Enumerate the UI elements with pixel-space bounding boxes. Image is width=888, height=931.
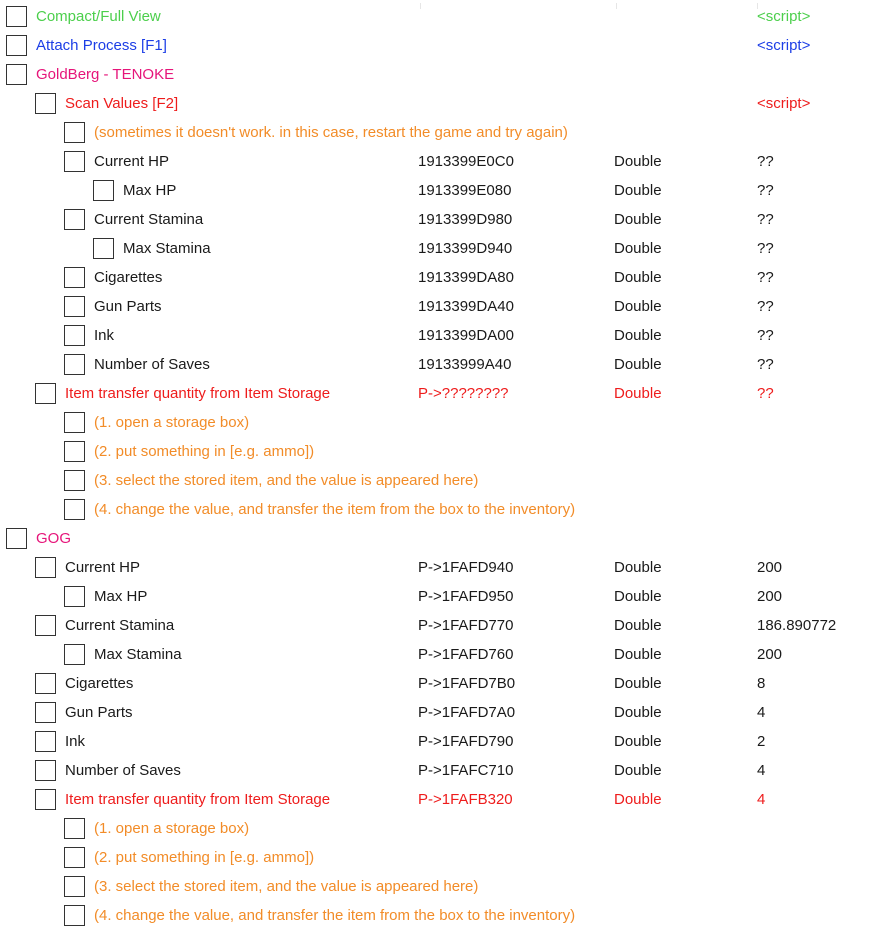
- entry-address[interactable]: 1913399E080: [418, 182, 512, 199]
- activate-checkbox[interactable]: [35, 383, 56, 404]
- entry-type[interactable]: Double: [614, 153, 662, 170]
- entry-value[interactable]: 200: [757, 559, 783, 576]
- activate-checkbox[interactable]: [6, 35, 27, 56]
- table-row[interactable]: [0, 728, 888, 757]
- activate-checkbox[interactable]: [64, 905, 85, 926]
- entry-description[interactable]: Max Stamina: [94, 646, 182, 663]
- activate-checkbox[interactable]: [64, 267, 85, 288]
- entry-description[interactable]: Attach Process [F1]: [36, 37, 167, 54]
- table-row[interactable]: [0, 873, 888, 902]
- activate-checkbox[interactable]: [35, 789, 56, 810]
- entry-value[interactable]: 200: [757, 646, 783, 663]
- entry-type[interactable]: Double: [614, 791, 662, 808]
- table-row[interactable]: [0, 235, 888, 264]
- activate-checkbox[interactable]: [64, 325, 85, 346]
- entry-value[interactable]: ??: [757, 298, 774, 315]
- entry-address[interactable]: P->1FAFD790: [418, 733, 514, 750]
- entry-description[interactable]: Ink: [94, 327, 115, 344]
- entry-value[interactable]: ??: [757, 240, 774, 257]
- entry-value[interactable]: ??: [757, 356, 774, 373]
- activate-checkbox[interactable]: [64, 441, 85, 462]
- entry-description[interactable]: Max HP: [94, 588, 148, 605]
- entry-type[interactable]: Double: [614, 269, 662, 286]
- entry-value[interactable]: <script>: [757, 37, 811, 54]
- entry-type[interactable]: Double: [614, 704, 662, 721]
- entry-address[interactable]: P->????????: [418, 385, 509, 402]
- entry-type[interactable]: Double: [614, 588, 662, 605]
- table-row[interactable]: [0, 264, 888, 293]
- table-row[interactable]: [0, 351, 888, 380]
- entry-value[interactable]: ??: [757, 211, 774, 228]
- activate-checkbox[interactable]: [6, 528, 27, 549]
- activate-checkbox[interactable]: [64, 644, 85, 665]
- table-row[interactable]: [0, 119, 888, 148]
- entry-address[interactable]: 19133999A40: [418, 356, 512, 373]
- activate-checkbox[interactable]: [64, 209, 85, 230]
- entry-value[interactable]: ??: [757, 327, 774, 344]
- entry-address[interactable]: P->1FAFB320: [418, 791, 513, 808]
- entry-value[interactable]: ??: [757, 269, 774, 286]
- activate-checkbox[interactable]: [64, 499, 85, 520]
- entry-value[interactable]: 4: [757, 762, 766, 779]
- table-row[interactable]: [0, 206, 888, 235]
- entry-address[interactable]: 1913399DA00: [418, 327, 514, 344]
- entry-value[interactable]: 4: [757, 791, 766, 808]
- entry-type[interactable]: Double: [614, 675, 662, 692]
- entry-type[interactable]: Double: [614, 617, 662, 634]
- entry-description[interactable]: Gun Parts: [65, 704, 133, 721]
- table-row[interactable]: [0, 844, 888, 873]
- table-row[interactable]: [0, 815, 888, 844]
- table-row[interactable]: [0, 670, 888, 699]
- table-row[interactable]: [0, 641, 888, 670]
- activate-checkbox[interactable]: [64, 818, 85, 839]
- activate-checkbox[interactable]: [64, 296, 85, 317]
- entry-address[interactable]: P->1FAFD950: [418, 588, 514, 605]
- entry-description[interactable]: Current Stamina: [65, 617, 175, 634]
- entry-description[interactable]: Cigarettes: [94, 269, 163, 286]
- entry-description[interactable]: (sometimes it doesn't work. in this case, restart the game and try again): [94, 124, 568, 141]
- entry-value[interactable]: 200: [757, 588, 783, 605]
- table-row[interactable]: [0, 322, 888, 351]
- entry-description[interactable]: Current HP: [65, 559, 141, 576]
- activate-checkbox[interactable]: [64, 151, 85, 172]
- entry-type[interactable]: Double: [614, 733, 662, 750]
- activate-checkbox[interactable]: [35, 702, 56, 723]
- entry-description[interactable]: GoldBerg - TENOKE: [36, 66, 175, 83]
- activate-checkbox[interactable]: [35, 615, 56, 636]
- activate-checkbox[interactable]: [64, 354, 85, 375]
- table-row[interactable]: [0, 467, 888, 496]
- table-row[interactable]: [0, 90, 888, 119]
- entry-value[interactable]: 8: [757, 675, 766, 692]
- entry-address[interactable]: P->1FAFD7A0: [418, 704, 516, 721]
- entry-description[interactable]: (4. change the value, and transfer the item from the box to the inventory): [94, 501, 576, 518]
- entry-address[interactable]: 1913399E0C0: [418, 153, 514, 170]
- entry-type[interactable]: Double: [614, 385, 662, 402]
- table-row[interactable]: [0, 612, 888, 641]
- activate-checkbox[interactable]: [64, 412, 85, 433]
- entry-value[interactable]: 4: [757, 704, 766, 721]
- table-row[interactable]: [0, 583, 888, 612]
- entry-description[interactable]: (3. select the stored item, and the value is appeared here): [94, 472, 479, 489]
- cheat-table: [0, 3, 888, 931]
- entry-description[interactable]: Item transfer quantity from Item Storage: [65, 791, 331, 808]
- entry-description[interactable]: (3. select the stored item, and the value is appeared here): [94, 878, 479, 895]
- activate-checkbox[interactable]: [64, 122, 85, 143]
- entry-address[interactable]: 1913399D980: [418, 211, 513, 228]
- entry-value[interactable]: 2: [757, 733, 766, 750]
- activate-checkbox[interactable]: [64, 470, 85, 491]
- entry-description[interactable]: GOG: [36, 530, 72, 547]
- entry-description[interactable]: Compact/Full View: [36, 8, 161, 25]
- table-row[interactable]: [0, 757, 888, 786]
- activate-checkbox[interactable]: [93, 180, 114, 201]
- table-row[interactable]: [0, 525, 888, 554]
- entry-description[interactable]: Current Stamina: [94, 211, 204, 228]
- entry-value[interactable]: ??: [757, 153, 774, 170]
- entry-type[interactable]: Double: [614, 646, 662, 663]
- entry-address[interactable]: 1913399D940: [418, 240, 513, 257]
- entry-description[interactable]: Max HP: [123, 182, 177, 199]
- entry-type[interactable]: Double: [614, 211, 662, 228]
- table-row[interactable]: [0, 177, 888, 206]
- table-row[interactable]: [0, 409, 888, 438]
- entry-description[interactable]: Number of Saves: [65, 762, 181, 779]
- activate-checkbox[interactable]: [35, 557, 56, 578]
- entry-description[interactable]: (1. open a storage box): [94, 820, 250, 837]
- table-row[interactable]: [0, 3, 888, 32]
- activate-checkbox[interactable]: [93, 238, 114, 259]
- entry-address[interactable]: P->1FAFD770: [418, 617, 514, 634]
- activate-checkbox[interactable]: [35, 760, 56, 781]
- table-row[interactable]: [0, 554, 888, 583]
- entry-address[interactable]: 1913399DA40: [418, 298, 514, 315]
- entry-description[interactable]: Ink: [65, 733, 86, 750]
- activate-checkbox[interactable]: [6, 6, 27, 27]
- entry-description[interactable]: Gun Parts: [94, 298, 162, 315]
- entry-description[interactable]: (2. put something in [e.g. ammo]): [94, 443, 315, 460]
- entry-description[interactable]: Max Stamina: [123, 240, 211, 257]
- entry-type[interactable]: Double: [614, 356, 662, 373]
- table-row[interactable]: [0, 380, 888, 409]
- entry-type[interactable]: Double: [614, 298, 662, 315]
- activate-checkbox[interactable]: [35, 731, 56, 752]
- table-row[interactable]: [0, 32, 888, 61]
- entry-address[interactable]: P->1FAFD7B0: [418, 675, 516, 692]
- activate-checkbox[interactable]: [64, 586, 85, 607]
- activate-checkbox[interactable]: [35, 93, 56, 114]
- activate-checkbox[interactable]: [64, 876, 85, 897]
- entry-description[interactable]: Current HP: [94, 153, 170, 170]
- entry-address[interactable]: P->1FAFD940: [418, 559, 514, 576]
- table-row[interactable]: [0, 438, 888, 467]
- activate-checkbox[interactable]: [6, 64, 27, 85]
- table-row[interactable]: [0, 496, 888, 525]
- table-row[interactable]: [0, 61, 888, 90]
- entry-address[interactable]: P->1FAFC710: [418, 762, 514, 779]
- entry-address[interactable]: P->1FAFD760: [418, 646, 514, 663]
- activate-checkbox[interactable]: [35, 673, 56, 694]
- entry-description[interactable]: (2. put something in [e.g. ammo]): [94, 849, 315, 866]
- entry-description[interactable]: (4. change the value, and transfer the item from the box to the inventory): [94, 907, 576, 924]
- entry-description[interactable]: Cigarettes: [65, 675, 134, 692]
- activate-checkbox[interactable]: [64, 847, 85, 868]
- table-row[interactable]: [0, 786, 888, 815]
- table-row[interactable]: [0, 293, 888, 322]
- entry-type[interactable]: Double: [614, 762, 662, 779]
- table-row[interactable]: [0, 148, 888, 177]
- entry-value[interactable]: ??: [757, 385, 774, 402]
- entry-description[interactable]: Number of Saves: [94, 356, 210, 373]
- entry-address[interactable]: 1913399DA80: [418, 269, 514, 286]
- entry-type[interactable]: Double: [614, 240, 662, 257]
- entry-value[interactable]: 186.890772: [757, 617, 837, 634]
- entry-description[interactable]: (1. open a storage box): [94, 414, 250, 431]
- entry-value[interactable]: <script>: [757, 95, 811, 112]
- table-row[interactable]: [0, 699, 888, 728]
- entry-type[interactable]: Double: [614, 182, 662, 199]
- entry-description[interactable]: Scan Values [F2]: [65, 95, 179, 112]
- entry-value[interactable]: <script>: [757, 8, 811, 25]
- entry-value[interactable]: ??: [757, 182, 774, 199]
- entry-type[interactable]: Double: [614, 327, 662, 344]
- entry-type[interactable]: Double: [614, 559, 662, 576]
- entry-description[interactable]: Item transfer quantity from Item Storage: [65, 385, 331, 402]
